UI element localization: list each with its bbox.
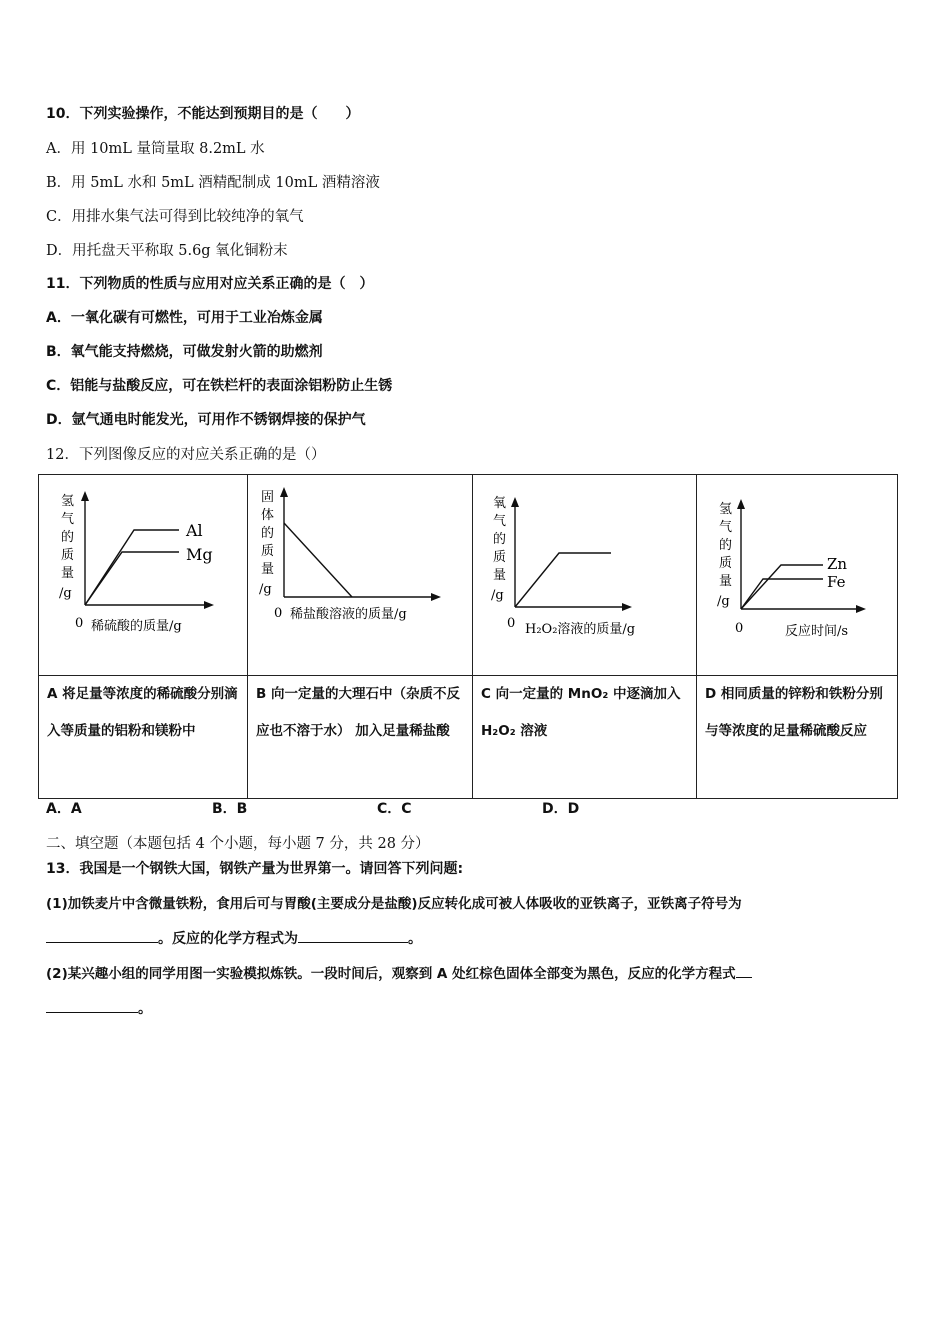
q12-answer-a: A．A — [46, 801, 82, 817]
graph-c-y-arrow — [511, 497, 519, 507]
q13-part2-line1 — [46, 962, 752, 982]
graph-d-series-fe: Fe — [827, 573, 846, 591]
q12-stem: 12．下列图像反应的对应关系正确的是（） — [46, 447, 326, 463]
graph-d-ylabel-2: 的 — [719, 538, 733, 553]
answer-blank-3[interactable] — [46, 998, 138, 1013]
graph-d-series-zn: Zn — [827, 555, 848, 573]
graph-a-ylabel-4: 量 — [61, 566, 75, 581]
graph-c — [473, 475, 696, 671]
q13-part2-line2 — [46, 998, 152, 1018]
graph-a-ylabel-1: 气 — [61, 512, 75, 527]
graph-c-x-arrow — [622, 603, 632, 611]
graph-b-cell — [248, 475, 473, 676]
q10-option-b: B．用 5mL 水和 5mL 酒精配制成 10mL 酒精溶液 — [46, 175, 380, 191]
graph-a-series-al: Al — [186, 521, 203, 540]
q10-option-d: D．用托盘天平称取 5.6g 氧化铜粉末 — [46, 243, 288, 259]
graph-b-ylabel-1: 体 — [261, 508, 275, 523]
graph-d-line-fe — [741, 579, 823, 609]
q12-answer-d: D．D — [542, 801, 580, 817]
q12-figure-table — [38, 474, 898, 799]
graph-a-x-arrow — [204, 601, 214, 609]
graph-a — [39, 475, 247, 671]
graph-a-ylabel-0: 氢 — [61, 494, 75, 509]
desc-a-cell — [39, 676, 248, 799]
graph-d-ylabel-0: 氢 — [719, 502, 733, 517]
q11-option-d: D．氩气通电时能发光，可用作不锈钢焊接的保护气 — [46, 412, 366, 428]
graph-b-x-arrow — [431, 593, 441, 601]
desc-b: B 向一定量的大理石中（杂质不反应也不溶于水） 加入足量稀盐酸 — [256, 686, 460, 739]
graph-c-origin: 0 — [507, 616, 516, 631]
q13-part2-text: (2)某兴趣小组的同学用图一实验模拟炼铁。一段时间后，观察到 A 处红棕色固体全部变为黑色，反应的化学方程式 — [46, 966, 736, 982]
q11-stem: 11．下列物质的性质与应用对应关系正确的是（ ） — [46, 276, 374, 292]
q11-option-c: C．铝能与盐酸反应，可在铁栏杆的表面涂铝粉防止生锈 — [46, 378, 393, 394]
graph-b-ylabel-3: 质 — [261, 544, 275, 559]
graph-a-origin: 0 — [75, 616, 84, 631]
graph-d-ylabel-3: 质 — [719, 556, 733, 571]
graph-a-ylabel-3: 质 — [61, 548, 75, 563]
graph-a-cell — [39, 475, 248, 676]
q13-part1-line2 — [46, 928, 422, 948]
graph-d-y-arrow — [737, 499, 745, 509]
q10-option-c: C．用排水集气法可得到比较纯净的氧气 — [46, 209, 304, 225]
graph-d-cell — [697, 475, 898, 676]
answer-blank-3a[interactable] — [736, 963, 752, 978]
graph-b-xlabel: 稀盐酸溶液的质量/g — [290, 607, 407, 622]
q13-stem: 13．我国是一个钢铁大国，钢铁产量为世界第一。请回答下列问题: — [46, 861, 464, 877]
q11-option-b: B．氧气能支持燃烧，可做发射火箭的助燃剂 — [46, 344, 323, 360]
graph-d-origin: 0 — [735, 621, 744, 636]
graph-b-ylabel-5: /g — [259, 582, 272, 597]
graph-a-xlabel: 稀硫酸的质量/g — [91, 619, 182, 634]
graph-c-cell — [473, 475, 697, 676]
q13-part1-end: 。 — [408, 931, 422, 947]
desc-c: C 向一定量的 MnO₂ 中逐滴加入 H₂O₂ 溶液 — [481, 686, 681, 739]
q13-part1-line1: (1)加铁麦片中含微量铁粉，食用后可与胃酸(主要成分是盐酸)反应转化成可被人体吸收的亚铁离子，亚铁离子符号为 — [46, 896, 742, 912]
graph-c-xlabel: H₂O₂溶液的质量/g — [525, 622, 636, 637]
q12-answer-c: C．C — [377, 801, 412, 817]
graph-a-ylabel-2: 的 — [61, 530, 75, 545]
graph-d-line-zn — [741, 565, 823, 609]
desc-c-cell — [473, 676, 697, 799]
desc-d-cell — [697, 676, 898, 799]
q13-part2-end: 。 — [138, 1001, 152, 1017]
desc-b-cell — [248, 676, 473, 799]
graph-b-ylabel-4: 量 — [261, 562, 275, 577]
graph-a-y-arrow — [81, 491, 89, 501]
graph-c-line — [515, 553, 611, 607]
graph-c-ylabel-1: 气 — [493, 514, 507, 529]
graph-c-ylabel-5: /g — [491, 588, 504, 603]
desc-a: A 将足量等浓度的稀硫酸分别滴入等质量的铝粉和镁粉中 — [47, 686, 238, 739]
answer-blank-1[interactable] — [46, 928, 158, 943]
q10-option-a: A．用 10mL 量筒量取 8.2mL 水 — [46, 141, 265, 157]
graph-c-ylabel-4: 量 — [493, 568, 507, 583]
graph-c-ylabel-3: 质 — [493, 550, 507, 565]
graph-b — [248, 475, 472, 671]
graph-a-ylabel-5: /g — [59, 586, 72, 601]
desc-d: D 相同质量的锌粉和铁粉分别与等浓度的足量稀硫酸反应 — [705, 686, 883, 739]
section2-heading: 二、填空题（本题包括 4 个小题，每小题 7 分，共 28 分） — [46, 836, 430, 852]
graph-d-ylabel-4: 量 — [719, 574, 733, 589]
graph-c-ylabel-0: 氧 — [493, 496, 507, 511]
q10-stem: 10．下列实验操作，不能达到预期目的是（ ） — [46, 106, 360, 122]
graph-b-ylabel-0: 固 — [261, 490, 275, 505]
graph-a-line-mg — [85, 552, 179, 605]
answer-blank-2[interactable] — [298, 928, 408, 943]
graph-c-ylabel-2: 的 — [493, 532, 507, 547]
graph-a-line-al — [85, 530, 179, 605]
graph-d-xlabel: 反应时间/s — [785, 624, 849, 639]
graph-b-line — [284, 523, 352, 597]
graph-d — [697, 475, 897, 671]
graph-b-origin: 0 — [274, 606, 283, 621]
graph-a-series-mg: Mg — [186, 545, 213, 564]
graph-d-x-arrow — [856, 605, 866, 613]
graph-d-ylabel-5: /g — [717, 594, 730, 609]
q12-answer-b: B．B — [212, 801, 248, 817]
graph-b-y-arrow — [280, 487, 288, 497]
q13-part1-mid: 。反应的化学方程式为 — [158, 931, 298, 947]
graph-d-ylabel-1: 气 — [719, 520, 733, 535]
graph-b-ylabel-2: 的 — [261, 526, 275, 541]
q11-option-a: A．一氧化碳有可燃性，可用于工业冶炼金属 — [46, 310, 323, 326]
